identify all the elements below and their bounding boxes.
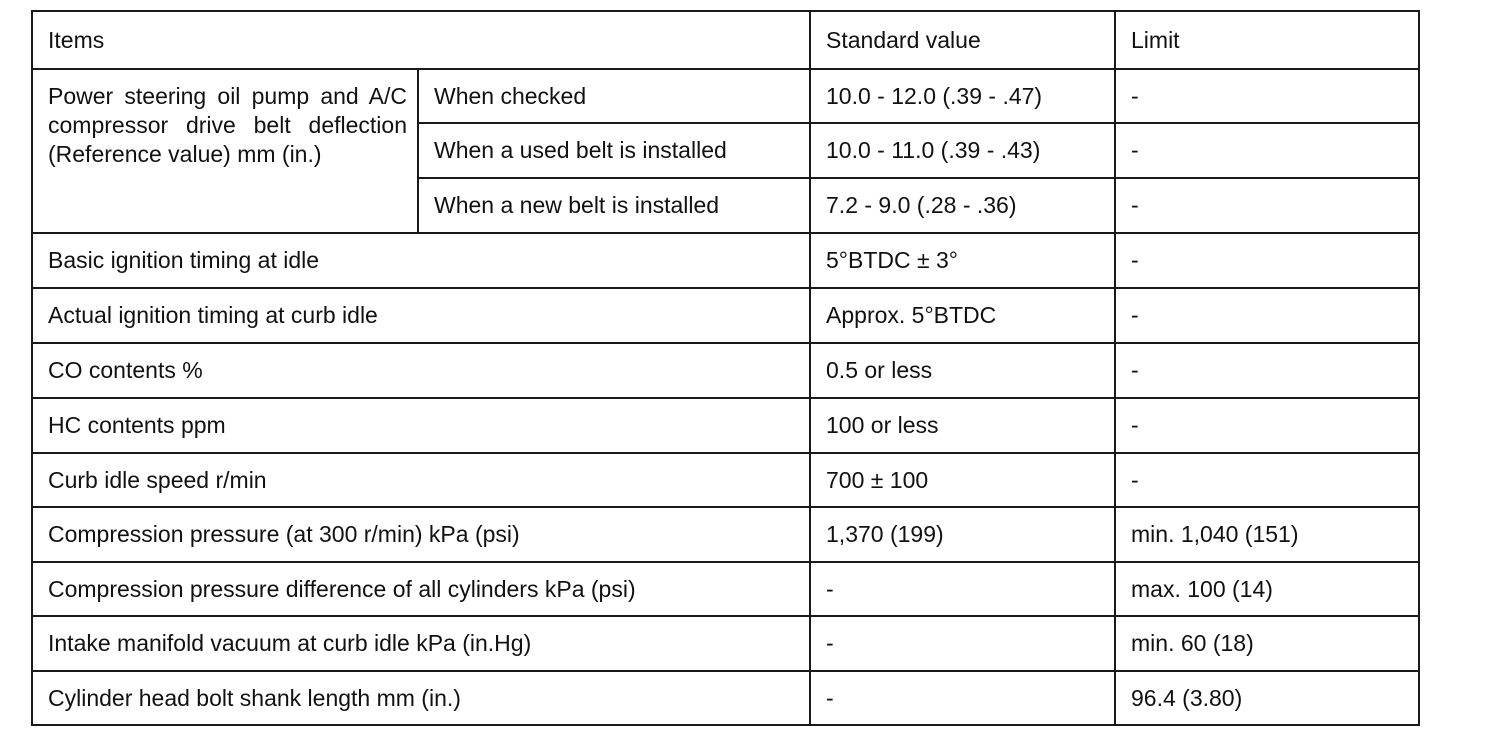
standard-value-cell: Approx. 5°BTDC: [810, 288, 1115, 343]
limit-cell: min. 1,040 (151): [1115, 507, 1419, 562]
limit-cell: -: [1115, 453, 1419, 507]
limit-cell: max. 100 (14): [1115, 562, 1419, 616]
standard-value-cell: 10.0 - 11.0 (.39 - .43): [810, 123, 1115, 178]
belt-condition-cell: When checked: [418, 69, 810, 123]
standard-value-cell: 5°BTDC ± 3°: [810, 233, 1115, 288]
header-items: Items: [32, 11, 810, 69]
table-row: [32, 562, 1419, 616]
standard-value-cell: 10.0 - 12.0 (.39 - .47): [810, 69, 1115, 123]
standard-value-cell: -: [810, 562, 1115, 616]
table-row: [32, 69, 1419, 123]
standard-value-cell: -: [810, 671, 1115, 725]
table-row: [32, 671, 1419, 725]
standard-value-cell: 7.2 - 9.0 (.28 - .36): [810, 178, 1115, 233]
table-header-row: [32, 11, 1419, 69]
item-cell: Cylinder head bolt shank length mm (in.): [32, 671, 810, 725]
limit-cell: -: [1115, 398, 1419, 453]
standard-value-cell: 700 ± 100: [810, 453, 1115, 507]
item-cell: Compression pressure (at 300 r/min) kPa (psi): [32, 507, 810, 562]
table-row: [32, 616, 1419, 671]
table-row: [32, 343, 1419, 398]
table-row: [32, 233, 1419, 288]
belt-deflection-label: Power steering oil pump and A/C compressor drive belt deflection (Reference value) mm (in.): [32, 69, 418, 233]
limit-cell: min. 60 (18): [1115, 616, 1419, 671]
item-cell: Compression pressure difference of all cylinders kPa (psi): [32, 562, 810, 616]
table-row: [32, 288, 1419, 343]
limit-cell: 96.4 (3.80): [1115, 671, 1419, 725]
standard-value-cell: -: [810, 616, 1115, 671]
item-cell: CO contents %: [32, 343, 810, 398]
table-row: [32, 507, 1419, 562]
table-row: [32, 453, 1419, 507]
belt-condition-cell: When a used belt is installed: [418, 123, 810, 178]
item-cell: Actual ignition timing at curb idle: [32, 288, 810, 343]
specification-table: [31, 10, 1420, 726]
item-cell: Intake manifold vacuum at curb idle kPa (in.Hg): [32, 616, 810, 671]
limit-cell: -: [1115, 178, 1419, 233]
belt-condition-cell: When a new belt is installed: [418, 178, 810, 233]
limit-cell: -: [1115, 288, 1419, 343]
item-cell: Curb idle speed r/min: [32, 453, 810, 507]
header-limit: Limit: [1115, 11, 1419, 69]
header-standard-value: Standard value: [810, 11, 1115, 69]
standard-value-cell: 1,370 (199): [810, 507, 1115, 562]
standard-value-cell: 100 or less: [810, 398, 1115, 453]
limit-cell: -: [1115, 69, 1419, 123]
table-row: [32, 398, 1419, 453]
item-cell: HC contents ppm: [32, 398, 810, 453]
limit-cell: -: [1115, 343, 1419, 398]
limit-cell: -: [1115, 233, 1419, 288]
standard-value-cell: 0.5 or less: [810, 343, 1115, 398]
item-cell: Basic ignition timing at idle: [32, 233, 810, 288]
limit-cell: -: [1115, 123, 1419, 178]
